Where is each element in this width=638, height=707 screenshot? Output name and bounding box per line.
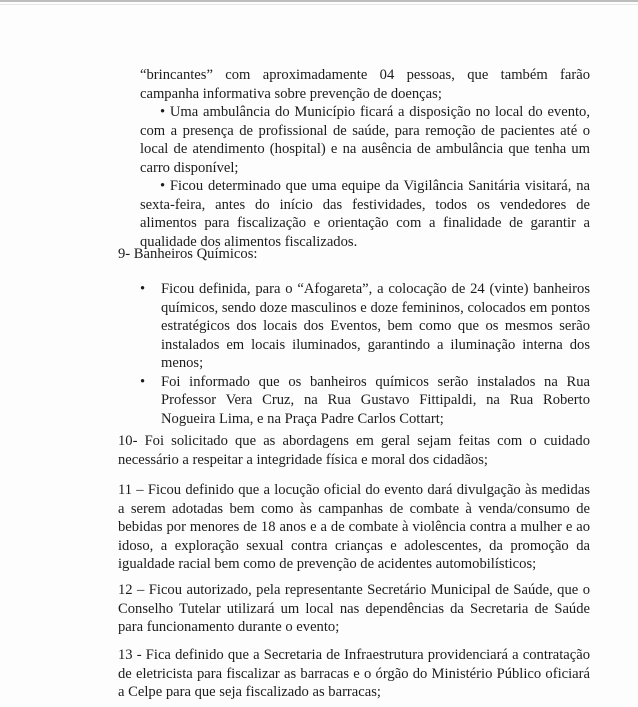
paragraph-12-text: 12 – Ficou autorizado, pela representante Secretário Municipal de Saúde, que o Conselho Tutelar utilizará um local nas dependências da Secretaria de Saúde para funcionamento durante o evento; xyxy=(118,582,590,635)
intro-block xyxy=(140,66,590,251)
intro-paragraph: “brincantes” com aproximadamente 04 pessoas, que também farão campanha informativa sobre prevenção de doenças; xyxy=(140,67,590,102)
top-scan-border xyxy=(0,0,638,2)
section-9-list xyxy=(138,280,590,428)
paragraph-13 xyxy=(118,646,590,702)
list-item xyxy=(138,280,590,373)
top-scan-border-faint xyxy=(0,4,638,5)
paragraph-11 xyxy=(118,481,590,574)
paragraph-12 xyxy=(118,581,590,637)
list-item-text: Ficou definida, para o “Afogareta”, a colocação de 24 (vinte) banheiros químicos, sendo doze masculinos e doze femininos, colocados em pontos estratégicos dos locais dos Eventos, bem como que os mesmos serão instalados em locais iluminados, garantindo a iluminação interna dos menos; xyxy=(161,281,590,371)
paragraph-13-text: 13 - Fica definido que a Secretaria de Infraestrutura providenciará a contratação de eletricista para fiscalizar as barracas e o órgão do Ministério Público oficiará a Celpe para que seja fiscalizado as barracas; xyxy=(118,647,590,700)
bullet-glyph: • xyxy=(140,373,146,390)
list-item xyxy=(138,373,590,429)
list-item-text: Foi informado que os banheiros químicos serão instalados na Rua Professor Vera Cruz, na Rua Gustavo Fittipaldi, na Rua Roberto Nogueira Lima, e na Praça Padre Carlos Cottart; xyxy=(161,373,590,427)
bullet-ambulance: • Uma ambulância do Município ficará a disposição no local do evento, com a presença de profissional de saúde, para remoção de pacientes até o local de atendimento (hospital) e na ausência de ambulância que tenha um carro disponível; xyxy=(140,104,590,176)
paragraph-11-text: 11 – Ficou definido que a locução oficial do evento dará divulgação às medidas a serem adotadas bem como às campanhas de combate à venda/consumo de bebidas por menores de 18 anos e a de combate à violência contra a mulher e ao idoso, a exploração sexual contra crianças e adolescentes, da promoção da igualdade racial bem como de prevenção de acidentes automobilísticos; xyxy=(118,482,590,572)
section-9-heading: 9- Banheiros Químicos: xyxy=(118,246,258,262)
paragraph-10-text: 10- Foi solicitado que as abordagens em geral sejam feitas com o cuidado necessário a respeitar a integridade física e moral dos cidadãos; xyxy=(118,433,590,468)
bullet-glyph: • xyxy=(140,281,146,297)
paragraph-10 xyxy=(118,432,590,469)
bullet-vigilancia: • Ficou determinado que uma equipe da Vigilância Sanitária visitará, na sexta-feira, antes do início das festividades, todos os vendedores de alimentos para fiscalização e orientação com a finalidade de garantir a qualidade dos alimentos fiscalizados. xyxy=(140,178,590,250)
